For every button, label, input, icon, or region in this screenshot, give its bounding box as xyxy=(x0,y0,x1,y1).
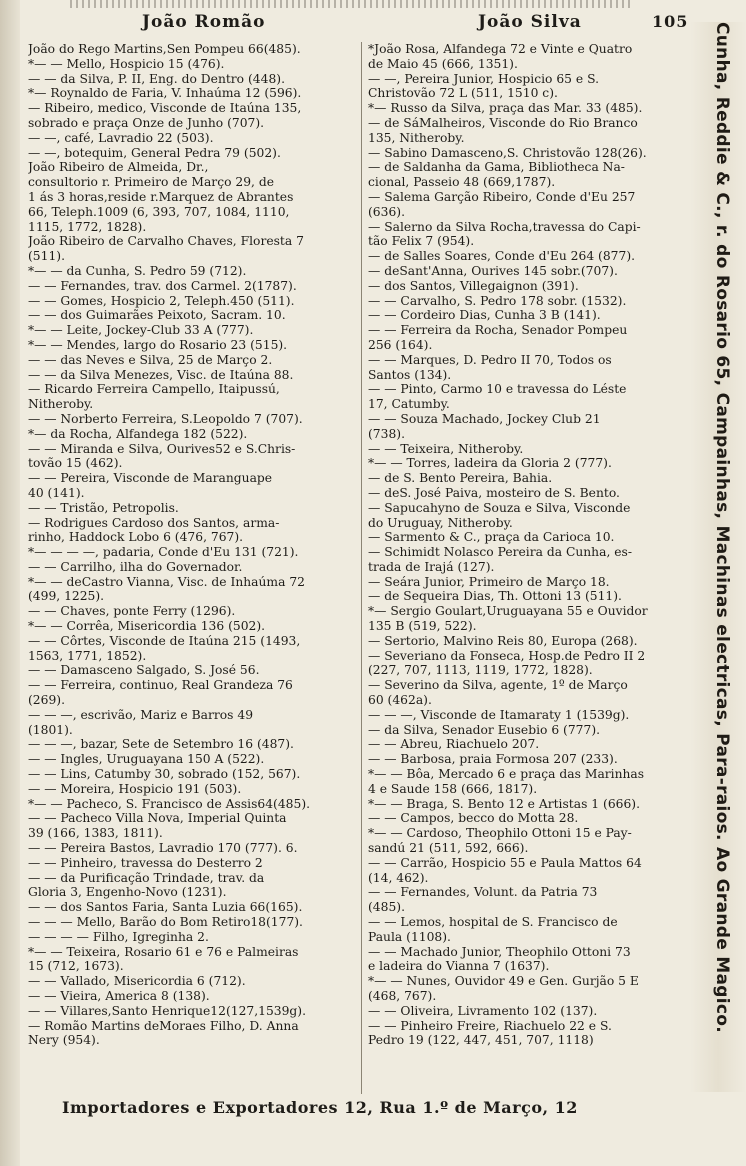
directory-entry-line: — — Souza Machado, Jockey Club 21 xyxy=(368,411,601,426)
directory-entry-line: *— — da Cunha, S. Pedro 59 (712). xyxy=(28,263,247,278)
directory-entry-line: cional, Passeio 48 (669,1787). xyxy=(368,175,556,190)
directory-entry-line: — — Campos, becco do Motta 28. xyxy=(368,811,579,826)
directory-entry-line: (468, 767). xyxy=(368,989,437,1003)
directory-entry-line: — Severiano da Fonseca, Hosp.de Pedro II 2 xyxy=(368,648,646,663)
directory-entry-line: — — da Silva Menezes, Visc. de Itaúna 88. xyxy=(28,367,294,382)
directory-entry-line: — Romão Martins deMoraes Filho, D. Anna xyxy=(28,1018,299,1033)
vertical-advertisement: Cunha, Reddie & C., r. do Rosario 65, Campainhas, Machinas electricas, Para-raios. Ao Grande Magico. xyxy=(690,22,746,1092)
directory-entry-line: rinho, Haddock Lobo 6 (476, 767). xyxy=(28,530,244,545)
directory-entry-line: — Severino da Silva, agente, 1º de Março xyxy=(368,678,628,693)
directory-entry-line: (636). xyxy=(368,204,405,219)
directory-entry-line: *— — deCastro Vianna, Visc. de Inhaúma 72 xyxy=(28,574,305,589)
directory-entry-line: — — — — Filho, Igreginha 2. xyxy=(28,929,209,944)
directory-entry-line: — — Pinheiro Freire, Riachuelo 22 e S. xyxy=(368,1018,612,1033)
directory-entry-line: — de SáMalheiros, Visconde do Rio Branco xyxy=(368,115,638,130)
directory-entry-line: 1 ás 3 horas,reside r.Marquez de Abrantes xyxy=(28,189,294,204)
page-header xyxy=(0,12,746,38)
directory-entry-line: — Schimidt Nolasco Pereira da Cunha, es- xyxy=(368,545,632,560)
directory-entry-line: — — Norberto Ferreira, S.Leopoldo 7 (707). xyxy=(28,411,303,426)
directory-entry-line: — — dos Guimarães Peixoto, Sacram. 10. xyxy=(28,308,286,323)
directory-entry-line: — Seára Junior, Primeiro de Março 18. xyxy=(368,574,610,589)
directory-entry-line: — — Pinheiro, travessa do Desterro 2 xyxy=(28,855,263,870)
directory-entry-line: — — Marques, D. Pedro II 70, Todos os xyxy=(368,352,612,367)
directory-entry-line: — de Saldanha da Gama, Bibliotheca Na- xyxy=(368,160,625,175)
directory-entry-line: João do Rego Martins,Sen Pompeu 66(485). xyxy=(28,42,301,56)
directory-entry-line: — deS. José Paiva, mosteiro de S. Bento. xyxy=(368,485,620,500)
directory-entry-line: — — Fernandes, trav. dos Carmel. 2(1787). xyxy=(28,278,297,293)
directory-entry-line: — —, Pereira Junior, Hospicio 65 e S. xyxy=(368,71,599,86)
directory-entry-line: — — Pacheco Villa Nova, Imperial Quinta xyxy=(28,811,287,826)
right-column xyxy=(368,42,693,1048)
directory-entry-line: (1801). xyxy=(28,722,73,737)
print-noise xyxy=(70,0,630,8)
directory-entry-line: — — Ferreira da Rocha, Senador Pompeu xyxy=(368,323,628,338)
directory-entry-line: — — Côrtes, Visconde de Itaúna 215 (1493, xyxy=(28,633,301,648)
directory-entry-line: 40 (141). xyxy=(28,485,85,500)
directory-entry-line: *— — Teixeira, Rosario 61 e 76 e Palmeiras xyxy=(28,944,299,959)
directory-entry-line: — de Sequeira Dias, Th. Ottoni 13 (511). xyxy=(368,589,622,604)
directory-entry-line: — — Pereira, Visconde de Maranguape xyxy=(28,471,273,486)
directory-entry-line: — Sertorio, Malvino Reis 80, Europa (268). xyxy=(368,633,638,648)
directory-entry-line: — —, botequim, General Pedra 79 (502). xyxy=(28,145,281,160)
directory-entry-line: *— — Torres, ladeira da Gloria 2 (777). xyxy=(368,456,612,471)
directory-entry-line: — dos Santos, Villegaignon (391). xyxy=(368,278,579,293)
directory-entry-line: — — Vallado, Misericordia 6 (712). xyxy=(28,974,246,989)
directory-entry-line: *— Russo da Silva, praça das Mar. 33 (485). xyxy=(368,101,643,116)
directory-entry-line: 135, Nitheroby. xyxy=(368,130,465,145)
directory-entry-line: tão Felix 7 (954). xyxy=(368,234,475,249)
directory-entry-line: João Ribeiro de Carvalho Chaves, Floresta 7 xyxy=(28,234,304,249)
directory-entry-line: *— Sergio Goulart,Uruguayana 55 e Ouvidor xyxy=(368,604,648,619)
directory-entry-line: — — — Mello, Barão do Bom Retiro18(177). xyxy=(28,915,303,930)
header-right-name: João Silva xyxy=(478,12,582,32)
directory-entry-line: *— — Leite, Jockey-Club 33 A (777). xyxy=(28,323,254,338)
directory-entry-line: — de S. Bento Pereira, Bahia. xyxy=(368,471,553,486)
directory-entry-line: — Rodrigues Cardoso dos Santos, arma- xyxy=(28,515,280,530)
directory-entry-line: 1115, 1772, 1828). xyxy=(28,219,147,234)
directory-entry-line: — — Lemos, hospital de S. Francisco de xyxy=(368,915,618,930)
directory-entry-line: 135 B (519, 522). xyxy=(368,619,477,634)
directory-entry-line: sandú 21 (511, 592, 666). xyxy=(368,841,529,856)
directory-entry-line: (738). xyxy=(368,426,405,441)
directory-entry-line: Gloria 3, Engenho-Novo (1231). xyxy=(28,885,227,900)
directory-entry-line: consultorio r. Primeiro de Março 29, de xyxy=(28,175,275,190)
directory-entry-line: — — Carvalho, S. Pedro 178 sobr. (1532). xyxy=(368,293,627,308)
directory-columns xyxy=(28,42,688,1094)
directory-entry-line: trada de Irajá (127). xyxy=(368,559,495,574)
directory-entry-line: 1563, 1771, 1852). xyxy=(28,648,147,663)
directory-entry-line: — Sarmento & C., praça da Carioca 10. xyxy=(368,530,615,545)
directory-entry-line: Christovão 72 L (511, 1510 c). xyxy=(368,86,558,101)
directory-entry-line: *— — Cardoso, Theophilo Ottoni 15 e Pay- xyxy=(368,826,632,841)
directory-entry-line: — — Damasceno Salgado, S. José 56. xyxy=(28,663,260,678)
directory-entry-line: João Ribeiro de Almeida, Dr., xyxy=(28,160,209,175)
directory-entry-line: *— Roynaldo de Faria, V. Inhaúma 12 (596). xyxy=(28,86,302,101)
directory-entry-line: — Ribeiro, medico, Visconde de Itaúna 135, xyxy=(28,101,302,116)
directory-entry-line: 17, Catumby. xyxy=(368,397,450,412)
directory-entry-line: 4 e Saude 158 (666, 1817). xyxy=(368,781,538,796)
directory-entry-line: — Ricardo Ferreira Campello, Itaipussú, xyxy=(28,382,280,397)
directory-entry-line: *— da Rocha, Alfandega 182 (522). xyxy=(28,426,248,441)
directory-entry-line: *João Rosa, Alfandega 72 e Vinte e Quatro xyxy=(368,42,633,56)
directory-entry-line: de Maio 45 (666, 1351). xyxy=(368,56,518,71)
directory-entry-line: — Salema Garção Ribeiro, Conde d'Eu 257 xyxy=(368,189,636,204)
directory-entry-line: — Salerno da Silva Rocha,travessa do Capi- xyxy=(368,219,641,234)
directory-entry-line: Nitheroby. xyxy=(28,397,94,412)
directory-entry-line: — — Villares,Santo Henrique12(127,1539g). xyxy=(28,1003,307,1018)
directory-entry-line: — Sabino Damasceno,S. Christovão 128(26). xyxy=(368,145,647,160)
directory-entry-line: — — Ingles, Uruguayana 150 A (522). xyxy=(28,752,265,767)
directory-entry-line: — — Carrão, Hospicio 55 e Paula Mattos 64 xyxy=(368,855,642,870)
directory-entry-line: *— — Nunes, Ouvidor 49 e Gen. Gurjão 5 E xyxy=(368,974,639,989)
directory-entry-line: — de Salles Soares, Conde d'Eu 264 (877). xyxy=(368,249,636,264)
directory-entry-line: Santos (134). xyxy=(368,367,452,382)
directory-entry-line: — da Silva, Senador Eusebio 6 (777). xyxy=(368,722,601,737)
left-column xyxy=(28,42,353,1048)
directory-entry-line: — — Pinto, Carmo 10 e travessa do Léste xyxy=(368,382,627,397)
page-number: 105 xyxy=(652,12,689,31)
directory-entry-line: — — Gomes, Hospicio 2, Teleph.450 (511). xyxy=(28,293,295,308)
directory-entry-line: — — Vieira, America 8 (138). xyxy=(28,989,210,1003)
directory-entry-line: — — —, Visconde de Itamaraty 1 (1539g). xyxy=(368,707,630,722)
directory-entry-line: *— — Mello, Hospicio 15 (476). xyxy=(28,56,225,71)
directory-entry-line: (499, 1225). xyxy=(28,589,105,604)
directory-entry-line: Pedro 19 (122, 447, 451, 707, 1118) xyxy=(368,1033,594,1048)
directory-entry-line: — — Miranda e Silva, Ourives52 e S.Chris- xyxy=(28,441,296,456)
directory-entry-line: — — Ferreira, continuo, Real Grandeza 76 xyxy=(28,678,293,693)
directory-entry-line: — — —, bazar, Sete de Setembro 16 (487). xyxy=(28,737,294,752)
directory-entry-line: — — dos Santos Faria, Santa Luzia 66(165). xyxy=(28,900,303,915)
directory-entry-line: — — Cordeiro Dias, Cunha 3 B (141). xyxy=(368,308,601,323)
directory-entry-line: — — Moreira, Hospicio 191 (503). xyxy=(28,781,242,796)
directory-entry-line: *— — Mendes, largo do Rosario 23 (515). xyxy=(28,337,288,352)
directory-entry-line: — deSant'Anna, Ourives 145 sobr.(707). xyxy=(368,263,618,278)
directory-entry-line: tovão 15 (462). xyxy=(28,456,123,471)
directory-entry-line: — — Fernandes, Volunt. da Patria 73 xyxy=(368,885,598,900)
directory-entry-line: — — Pereira Bastos, Lavradio 170 (777). 6. xyxy=(28,841,298,856)
directory-entry-line: — — Machado Junior, Theophilo Ottoni 73 xyxy=(368,944,631,959)
directory-entry-line: — — Abreu, Riachuelo 207. xyxy=(368,737,540,752)
directory-entry-line: Nery (954). xyxy=(28,1033,100,1048)
directory-entry-line: — — Teixeira, Nitheroby. xyxy=(368,441,524,456)
directory-entry-line: — — Oliveira, Livramento 102 (137). xyxy=(368,1003,598,1018)
column-divider xyxy=(361,42,362,1094)
directory-entry-line: e ladeira do Vianna 7 (1637). xyxy=(368,959,550,974)
directory-entry-line: do Uruguay, Nitheroby. xyxy=(368,515,513,530)
directory-entry-line: sobrado e praça Onze de Junho (707). xyxy=(28,115,265,130)
directory-entry-line: (485). xyxy=(368,900,405,915)
book-spine-shadow xyxy=(0,0,20,1166)
directory-entry-line: — — Carrilho, ilha do Governador. xyxy=(28,559,243,574)
directory-entry-line: *— — — —, padaria, Conde d'Eu 131 (721). xyxy=(28,545,299,560)
directory-entry-line: — — Chaves, ponte Ferry (1296). xyxy=(28,604,236,619)
directory-entry-line: 60 (462a). xyxy=(368,693,432,708)
directory-entry-line: 66, Teleph.1009 (6, 393, 707, 1084, 1110, xyxy=(28,204,290,219)
directory-entry-line: Paula (1108). xyxy=(368,929,451,944)
directory-entry-line: — — Barbosa, praia Formosa 207 (233). xyxy=(368,752,618,767)
directory-entry-line: (14, 462). xyxy=(368,870,429,885)
footer-advertisement: Importadores e Exportadores 12, Rua 1.º de Março, 12 xyxy=(62,1098,578,1117)
directory-entry-line: *— — Bôa, Mercado 6 e praça das Marinhas xyxy=(368,767,645,782)
directory-entry-line: *— — Braga, S. Bento 12 e Artistas 1 (666). xyxy=(368,796,641,811)
directory-entry-line: — Sapucahyno de Souza e Silva, Visconde xyxy=(368,500,631,515)
header-left-name: João Romão xyxy=(142,12,266,32)
directory-entry-line: *— — Corrêa, Misericordia 136 (502). xyxy=(28,619,266,634)
directory-entry-line: (227, 707, 1113, 1119, 1772, 1828). xyxy=(368,663,593,678)
directory-entry-line: (269). xyxy=(28,693,65,708)
directory-entry-line: — — da Purificação Trindade, trav. da xyxy=(28,870,265,885)
directory-entry-line: — — Tristão, Petropolis. xyxy=(28,500,179,515)
directory-entry-line: — — Lins, Catumby 30, sobrado (152, 567). xyxy=(28,767,301,782)
directory-entry-line: 15 (712, 1673). xyxy=(28,959,124,974)
directory-entry-line: — —, café, Lavradio 22 (503). xyxy=(28,130,214,145)
directory-entry-line: 39 (166, 1383, 1811). xyxy=(28,826,163,841)
directory-entry-line: 256 (164). xyxy=(368,337,433,352)
directory-entry-line: *— — Pacheco, S. Francisco de Assis64(485). xyxy=(28,796,311,811)
directory-entry-line: — — das Neves e Silva, 25 de Março 2. xyxy=(28,352,273,367)
directory-entry-line: — — —, escrivão, Mariz e Barros 49 xyxy=(28,707,254,722)
directory-entry-line: (511). xyxy=(28,249,65,264)
directory-entry-line: — — da Silva, P. II, Eng. do Dentro (448). xyxy=(28,71,285,86)
